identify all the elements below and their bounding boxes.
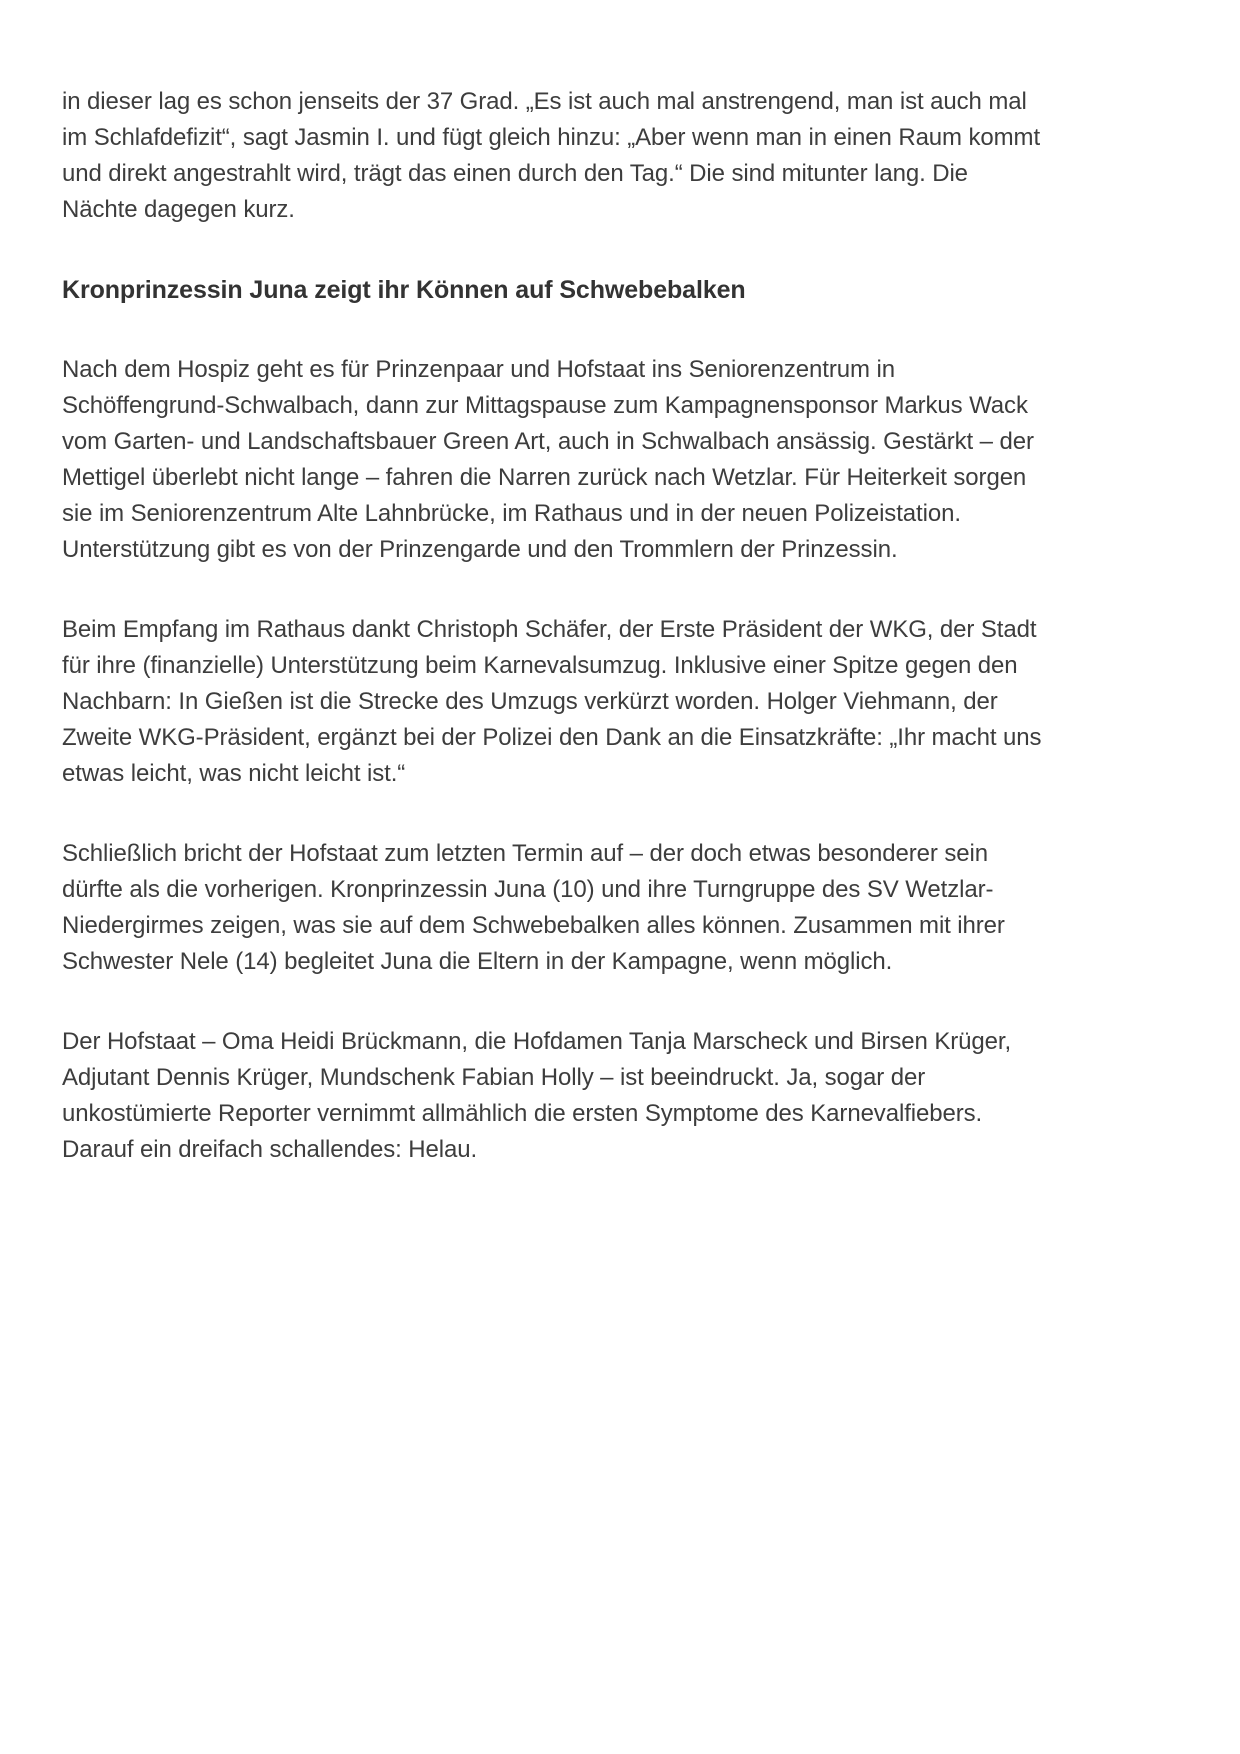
paragraph [62, 836, 1162, 980]
paragraph [62, 84, 1162, 228]
text-line: im Schlafdefizit“, sagt Jasmin I. und fügt gleich hinzu: „Aber wenn man in einen Raum kommt [62, 124, 1041, 151]
text-line: in dieser lag es schon jenseits der 37 Grad. „Es ist auch mal anstrengend, man ist auch mal [62, 88, 1027, 115]
text-line: Schöffengrund-Schwalbach, dann zur Mittagspause zum Kampagnensponsor Markus Wack [62, 392, 1028, 419]
article-body [62, 84, 1162, 1168]
text-line: dürfte als die vorherigen. Kronprinzessin Juna (10) und ihre Turngruppe des SV Wetzlar- [62, 876, 994, 903]
section-heading-text: Kronprinzessin Juna zeigt ihr Können auf Schwebebalken [62, 276, 746, 304]
text-line: für ihre (finanzielle) Unterstützung beim Karnevalsumzug. Inklusive einer Spitze gegen den [62, 652, 1018, 679]
paragraph [62, 352, 1162, 568]
text-line: Nachbarn: In Gießen ist die Strecke des Umzugs verkürzt worden. Holger Viehmann, der [62, 688, 998, 715]
text-line: Darauf ein dreifach schallendes: Helau. [62, 1136, 478, 1163]
text-line: Nächte dagegen kurz. [62, 196, 295, 223]
text-line: unkostümierte Reporter vernimmt allmählich die ersten Symptome des Karnevalfiebers. [62, 1100, 983, 1127]
text-line: Adjutant Dennis Krüger, Mundschenk Fabian Holly – ist beeindruckt. Ja, sogar der [62, 1064, 926, 1091]
text-line: Nach dem Hospiz geht es für Prinzenpaar und Hofstaat ins Seniorenzentrum in [62, 356, 895, 383]
text-line: Niedergirmes zeigen, was sie auf dem Schwebebalken alles können. Zusammen mit ihrer [62, 912, 1005, 939]
text-line: Unterstützung gibt es von der Prinzengarde und den Trommlern der Prinzessin. [62, 536, 898, 563]
section-heading [62, 272, 1162, 308]
text-line: Mettigel überlebt nicht lange – fahren die Narren zurück nach Wetzlar. Für Heiterkeit sorgen [62, 464, 1027, 491]
text-line: sie im Seniorenzentrum Alte Lahnbrücke, im Rathaus und in der neuen Polizeistation. [62, 500, 961, 527]
text-line: Schwester Nele (14) begleitet Juna die Eltern in der Kampagne, wenn möglich. [62, 948, 893, 975]
text-line: Schließlich bricht der Hofstaat zum letzten Termin auf – der doch etwas besonderer sein [62, 840, 988, 867]
text-line: vom Garten- und Landschaftsbauer Green Art, auch in Schwalbach ansässig. Gestärkt – der [62, 428, 1034, 455]
paragraph [62, 1024, 1162, 1168]
text-line: Zweite WKG-Präsident, ergänzt bei der Polizei den Dank an die Einsatzkräfte: „Ihr macht uns [62, 724, 1042, 751]
text-line: und direkt angestrahlt wird, trägt das einen durch den Tag.“ Die sind mitunter lang. Die [62, 160, 968, 187]
text-line: etwas leicht, was nicht leicht ist.“ [62, 760, 406, 787]
text-line: Beim Empfang im Rathaus dankt Christoph Schäfer, der Erste Präsident der WKG, der Stadt [62, 616, 1037, 643]
paragraph [62, 612, 1162, 792]
text-line: Der Hofstaat – Oma Heidi Brückmann, die Hofdamen Tanja Marscheck und Birsen Krüger, [62, 1028, 1012, 1055]
